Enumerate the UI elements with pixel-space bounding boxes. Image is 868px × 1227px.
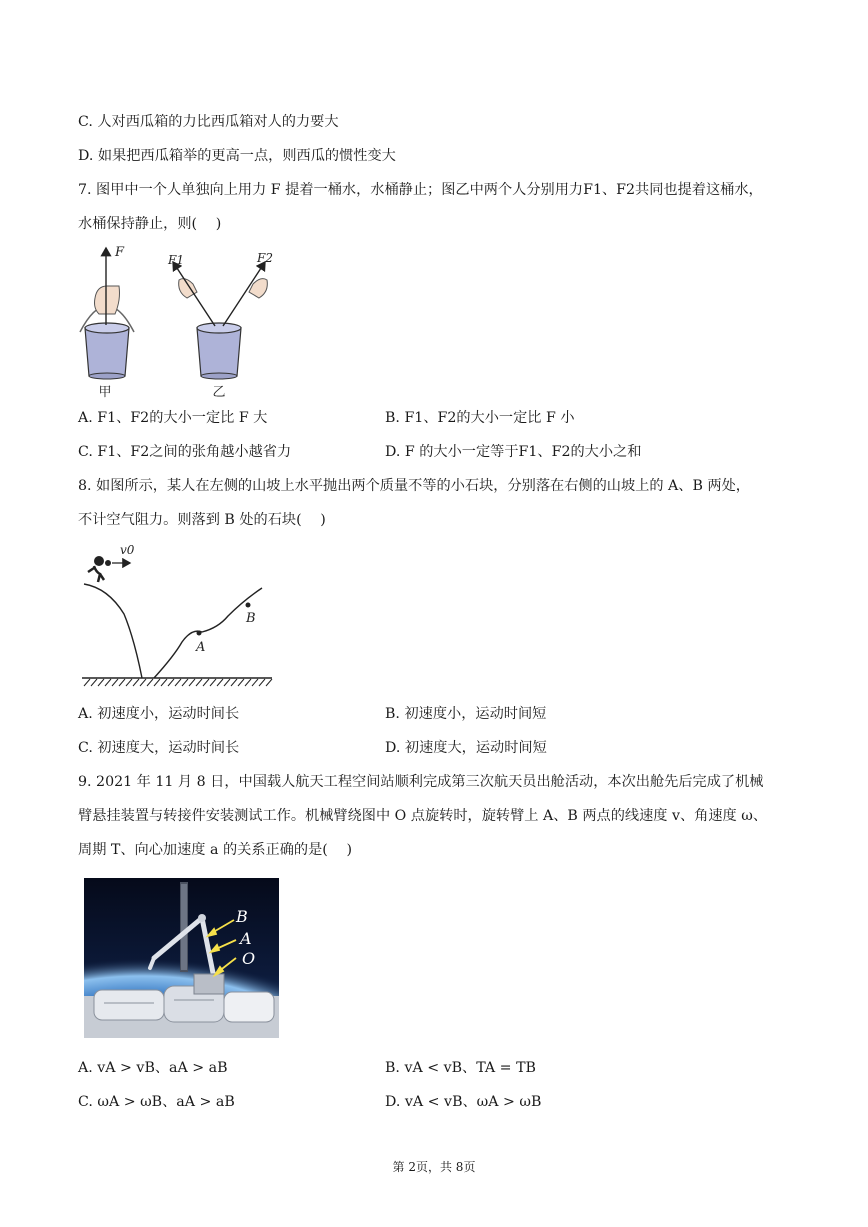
q7-stem-line2: 水桶保持静止，则( ): [78, 216, 222, 232]
q6-option-c: C. 人对西瓜箱的力比西瓜箱对人的力要大: [78, 114, 339, 130]
q9-stem-line3: 周期 T、向心加速度 a 的关系正确的是( ): [78, 842, 353, 858]
page-footer: 第 2页，共 8页: [392, 1160, 476, 1174]
q7-fig-label-f1: F1: [168, 253, 184, 267]
q8-stem-line2: 不计空气阻力。则落到 B 处的石块( ): [78, 512, 326, 528]
bucket-jia-icon: [80, 248, 134, 379]
thrower-person-icon: [88, 556, 111, 582]
q8-option-a: A. 初速度小，运动时间长: [78, 706, 240, 722]
q8-fig-label-v0: v0: [120, 543, 135, 557]
q9-option-b: B. vA < vB、TA = TB: [385, 1060, 536, 1076]
q8-option-b: B. 初速度小，运动时间短: [385, 706, 547, 722]
q9-stem-line1: 9. 2021 年 11 月 8 日，中国载人航天工程空间站顺利完成第三次航天员出舱活动，本次出舱先后完成了机械: [78, 774, 764, 790]
q7-option-b: B. F1、F2的大小一定比 F 小: [385, 410, 575, 426]
q7-fig-label-jia: 甲: [98, 385, 112, 400]
q7-option-a: A. F1、F2的大小一定比 F 大: [78, 410, 268, 426]
q6-option-d: D. 如果把西瓜箱举的更高一点，则西瓜的惯性变大: [78, 148, 396, 164]
q8-option-d: D. 初速度大，运动时间短: [385, 740, 547, 756]
q8-stem-line1: 8. 如图所示，某人在左侧的山坡上水平抛出两个质量不等的小石块，分别落在右侧的山坡上的 A、B 两处，: [78, 478, 750, 494]
q9-option-a: A. vA > vB、aA > aB: [78, 1060, 228, 1076]
q8-slope-figure: [78, 538, 278, 690]
q8-option-c: C. 初速度大，运动时间长: [78, 740, 240, 756]
q7-option-c: C. F1、F2之间的张角越小越省力: [78, 444, 292, 460]
q8-fig-label-a: A: [196, 640, 206, 655]
q9-space-station-photo: [84, 878, 279, 1038]
q7-fig-label-yi: 乙: [212, 385, 226, 400]
q9-option-c: C. ωA > ωB、aA > aB: [78, 1094, 235, 1110]
q9-stem-line2: 臂悬挂装置与转接件安装测试工作。机械臂绕图中 O 点旋转时，旋转臂上 A、B 两点的线速度 v、角速度 ω、: [78, 808, 768, 824]
bucket-yi-icon: [173, 262, 267, 379]
q7-bucket-figure: [75, 240, 285, 400]
q9-fig-label-a: A: [240, 929, 252, 948]
q7-fig-label-f: F: [115, 245, 125, 260]
q8-fig-label-b: B: [246, 611, 256, 626]
q7-option-d: D. F 的大小一定等于F1、F2的大小之和: [385, 444, 642, 460]
q9-option-d: D. vA < vB、ωA > ωB: [385, 1094, 542, 1110]
q9-fig-label-o: O: [242, 949, 256, 968]
q9-fig-label-b: B: [236, 907, 248, 926]
q7-stem-line1: 7. 图甲中一个人单独向上用力 F 提着一桶水，水桶静止；图乙中两个人分别用力F1、F2共同也提着这桶水，: [78, 182, 763, 198]
q7-fig-label-f2: F2: [257, 251, 273, 265]
